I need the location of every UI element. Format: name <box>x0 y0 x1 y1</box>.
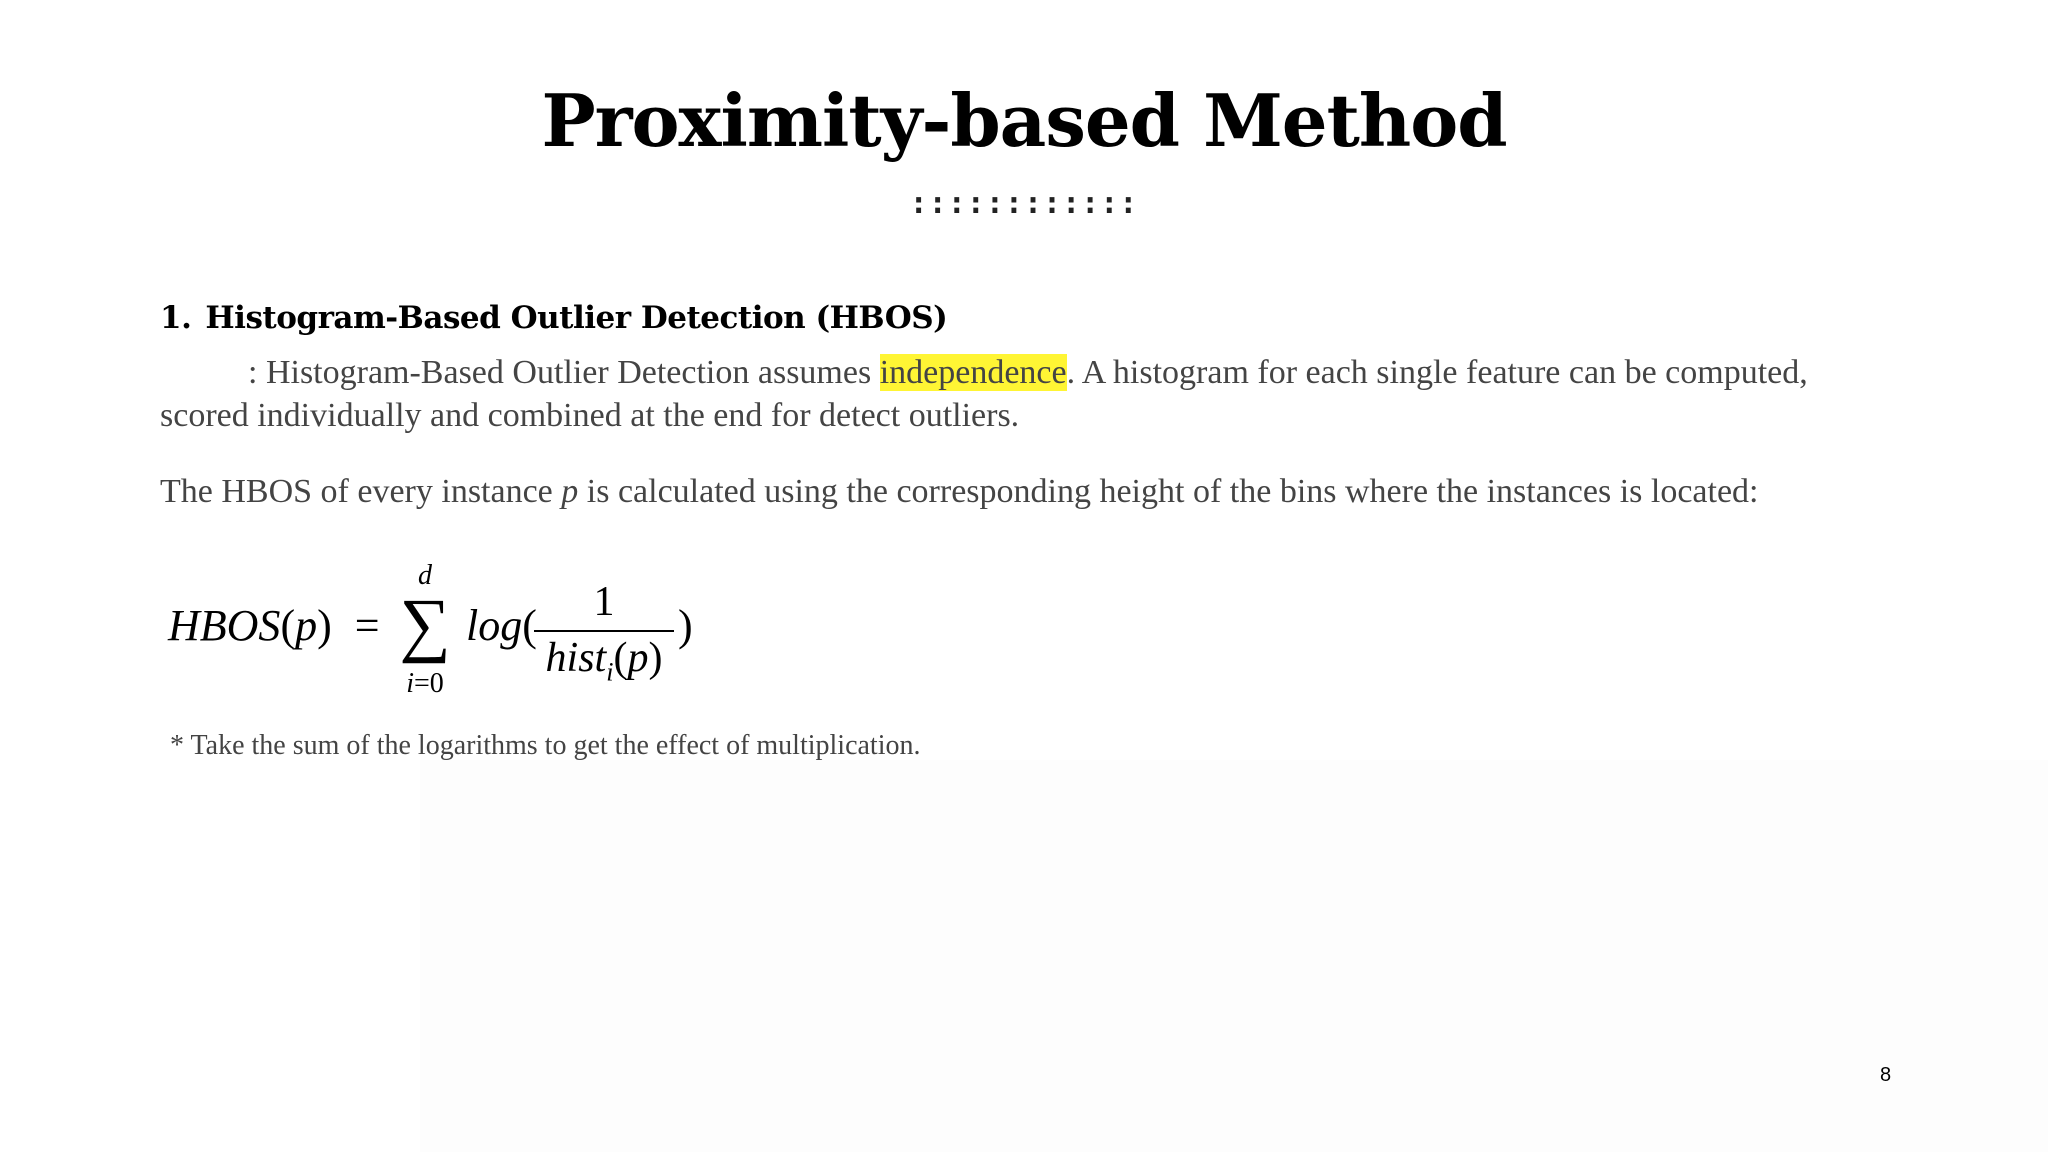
sigma-symbol: ∑ <box>399 584 451 664</box>
denominator-name: hist <box>545 635 607 681</box>
description-rest: . A histogram for each single feature can be computed, scored individually and combined at the end for detect outliers. <box>160 354 1808 434</box>
highlighted-term: independence <box>879 354 1067 391</box>
section-heading <box>160 300 947 336</box>
section-heading-text: Histogram-Based Outlier Detection (HBOS) <box>205 300 948 336</box>
instance-variable: p <box>561 473 579 510</box>
description-paragraph <box>160 351 1860 437</box>
description-lead: : Histogram-Based Outlier Detection assumes <box>248 354 880 391</box>
formula-fraction <box>534 578 674 687</box>
formula-lhs-name: HBOS <box>168 601 281 650</box>
formula-lhs-close: ) <box>317 601 332 650</box>
formula-lhs-open: ( <box>280 601 296 650</box>
log-close-paren: ) <box>678 601 693 650</box>
footnote: * Take the sum of the logarithms to get the effect of multiplication. <box>170 730 921 761</box>
log-text: log <box>466 601 523 650</box>
denominator-open: ( <box>613 635 628 681</box>
sum-lower-limit <box>390 668 460 700</box>
slide-title: Proximity-based Method <box>541 78 1507 163</box>
formula-intro-after: is calculated using the corresponding height of the bins where the instances is located: <box>578 473 1759 510</box>
formula-equals: = <box>354 601 380 650</box>
denominator-close: ) <box>648 635 663 681</box>
section-number: 1. <box>160 300 192 336</box>
fraction-denominator <box>534 632 674 687</box>
log-open-paren: ( <box>522 601 537 650</box>
sum-lower-rest: =0 <box>413 668 444 699</box>
formula-intro-before: The HBOS of every instance <box>160 473 562 510</box>
page-number: 8 <box>1880 1064 1892 1086</box>
formula-summation <box>390 560 460 700</box>
formula-lhs <box>168 600 380 651</box>
title-ornament: :::::::::::: <box>909 186 1139 221</box>
formula-lhs-var: p <box>295 601 318 650</box>
sum-upper-limit: d <box>418 560 432 591</box>
formula-log <box>466 600 537 651</box>
fraction-numerator: 1 <box>534 578 674 632</box>
slide-background-shade <box>420 760 2048 1152</box>
formula-intro-paragraph <box>160 470 1860 513</box>
sum-lower-var: i <box>406 668 414 699</box>
denominator-subscript: i <box>606 657 614 687</box>
denominator-var: p <box>627 635 649 681</box>
